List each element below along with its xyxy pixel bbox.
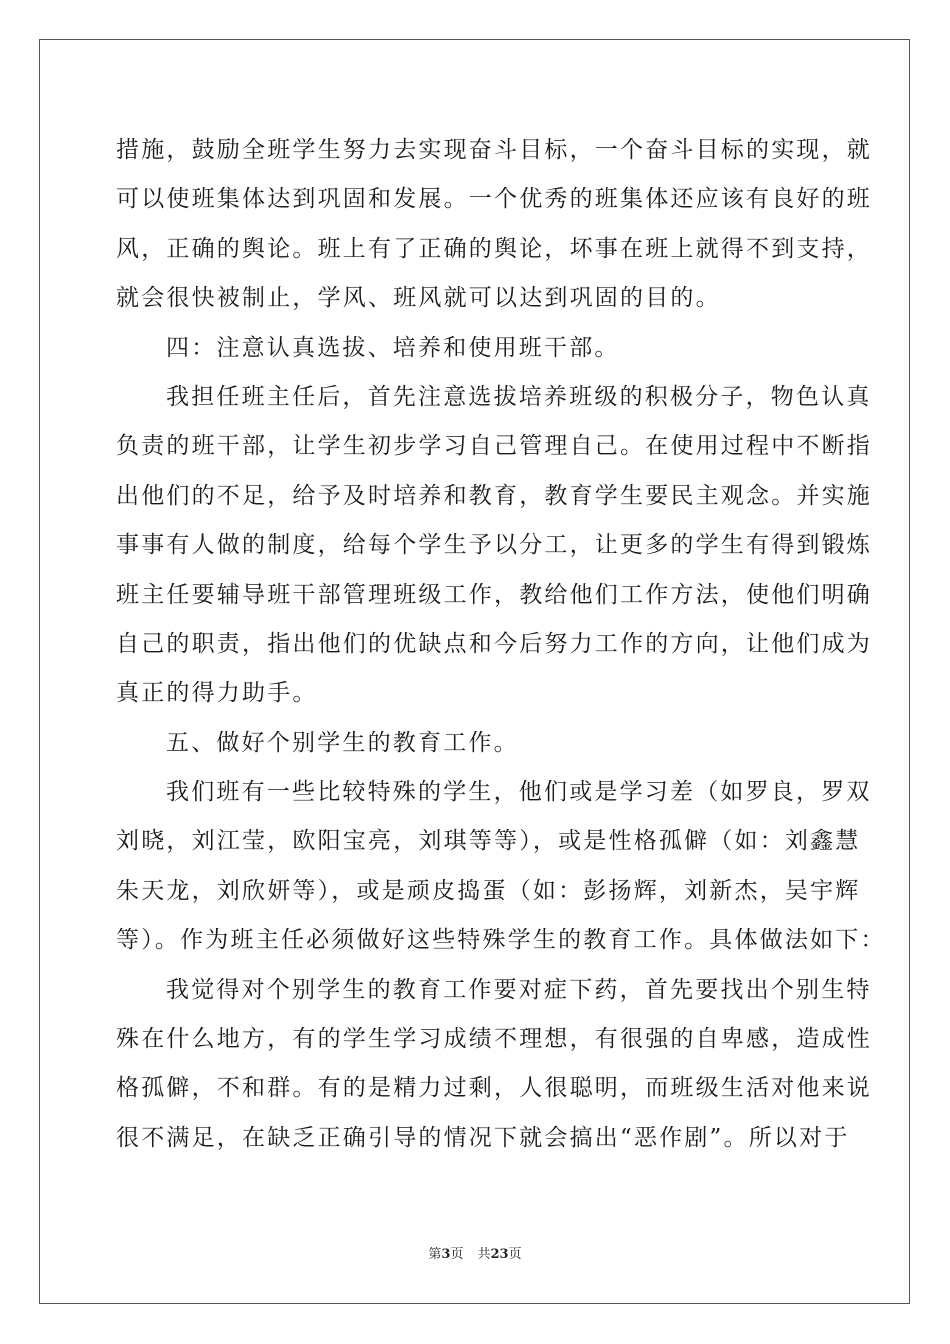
text-line: 可以使班集体达到巩固和发展。一个优秀的班集体还应该有良好的班: [116, 186, 872, 213]
text-line: 格孤僻，不和群。有的是精力过剩，人很聪明，而班级生活对他来说: [116, 1075, 872, 1102]
text-line: 班主任要辅导班干部管理班级工作，教给他们工作方法，使他们明确: [116, 581, 872, 608]
text-line: 风，正确的舆论。班上有了正确的舆论，坏事在班上就得不到支持，: [116, 235, 872, 262]
text-line: 措施，鼓励全班学生努力去实现奋斗目标，一个奋斗目标的实现，就: [116, 137, 872, 163]
text-line: 事事有人做的制度，给每个学生予以分工，让更多的学生有得到锻炼: [116, 532, 872, 559]
text-line: 出他们的不足，给予及时培养和教育，教育学生要民主观念。并实施: [116, 482, 872, 509]
document-body: [116, 126, 886, 1163]
page-footer: [0, 1246, 950, 1264]
total-suffix: 页: [508, 1247, 522, 1262]
section-heading: 五、做好个别学生的教育工作。: [166, 729, 519, 756]
page-suffix: 页: [450, 1247, 464, 1262]
page-prefix: 第: [428, 1247, 442, 1262]
text-line: 等）。作为班主任必须做好这些特殊学生的教育工作。具体做法如下：: [116, 927, 886, 954]
text-line: 真正的得力助手。: [116, 680, 318, 707]
total-prefix: 共: [477, 1247, 491, 1262]
section-heading: 四：注意认真选拔、培养和使用班干部。: [166, 334, 620, 361]
paragraph-start: 我们班有一些比较特殊的学生，他们或是学习差（如罗良，罗双: [166, 779, 872, 806]
text-line: 负责的班干部，让学生初步学习自己管理自己。在使用过程中不断指: [116, 433, 872, 460]
total-pages: 23: [490, 1247, 509, 1262]
text-line: 刘晓，刘江莹，欧阳宝亮，刘琪等等），或是性格孤僻（如：刘鑫慧: [116, 828, 861, 855]
paragraph-start: 我觉得对个别学生的教育工作要对症下药，首先要找出个别生特: [166, 976, 872, 1003]
text-line: 自己的职责，指出他们的优缺点和今后努力工作的方向，让他们成为: [116, 630, 872, 657]
text-line: 很不满足，在缺乏正确引导的情况下就会搞出“恶作剧”。所以对于: [116, 1124, 850, 1151]
text-line: 朱天龙，刘欣妍等），或是顽皮捣蛋（如：彭扬辉，刘新杰，吴宇辉: [116, 877, 861, 904]
text-line: 就会很快被制止，学风、班风就可以达到巩固的目的。: [116, 285, 721, 312]
paragraph-start: 我担任班主任后，首先注意选拔培养班级的积极分子，物色认真: [166, 383, 872, 410]
page-number: 3: [441, 1247, 451, 1262]
text-line: 殊在什么地方，有的学生学习成绩不理想，有很强的自卑感，造成性: [116, 1026, 872, 1053]
